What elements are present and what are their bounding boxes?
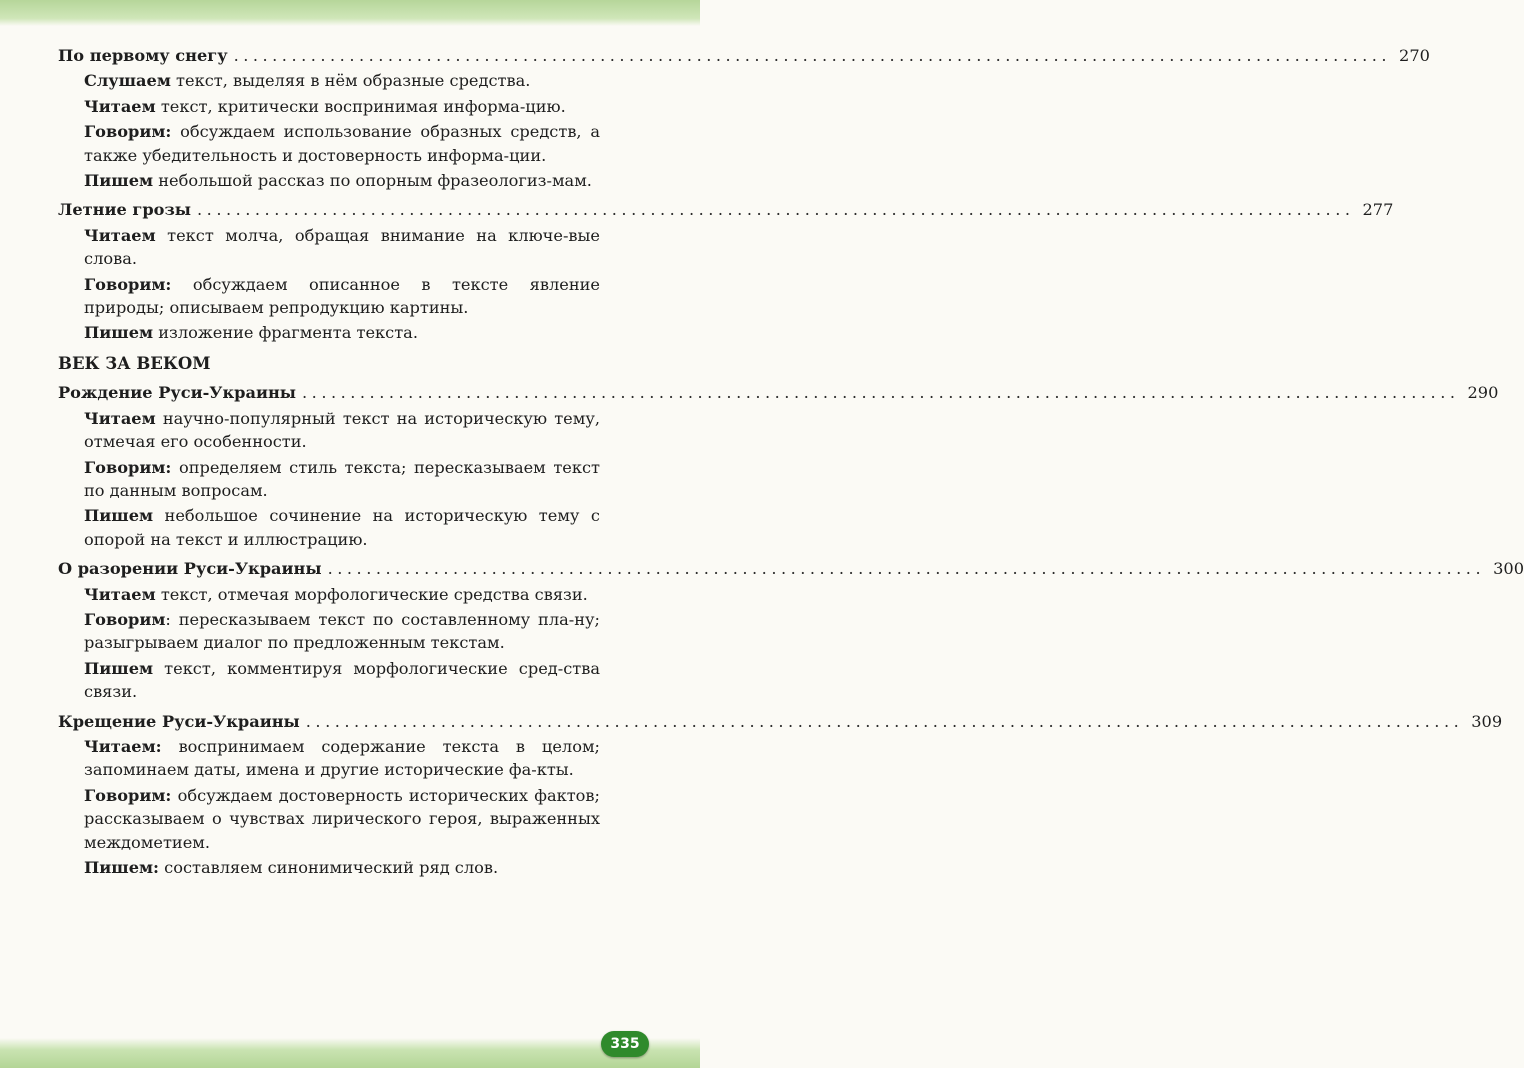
activity-verb: Пишем xyxy=(84,658,154,678)
activity-verb: Пишем xyxy=(84,171,154,191)
toc-entry-page: 270 xyxy=(1399,46,1430,65)
activity-text: обсуждаем использование образных средств, а также убедительность и достоверность информа-ции. xyxy=(84,122,600,165)
activity-text: текст, комментируя морфологические сред-ства связи. xyxy=(84,658,600,702)
table-of-contents xyxy=(58,44,1524,879)
top-decorative-band xyxy=(0,0,700,26)
activity-description xyxy=(84,784,600,854)
dot-leader: ........................................................................................................................ xyxy=(197,200,1355,220)
toc-entry[interactable] xyxy=(58,381,1499,404)
activity-text: определяем стиль текста; пересказываем текст по данным вопросам. xyxy=(84,457,600,500)
activity-description xyxy=(84,69,600,92)
activity-description xyxy=(84,224,600,271)
activity-verb: Читаем xyxy=(84,225,156,245)
activity-verb: Говорим: xyxy=(84,785,172,805)
activity-verb: Говорим: xyxy=(84,122,172,142)
activity-description xyxy=(84,456,600,503)
activity-verb: Читаем xyxy=(84,96,156,116)
dot-leader: ........................................................................................................................ xyxy=(302,383,1460,403)
activity-text: текст, критически воспринимая информа-цию. xyxy=(155,96,566,116)
activity-description xyxy=(84,95,600,118)
activity-text: : пересказываем текст по составленному пла-ну; разыгрываем диалог по предложенным текстам. xyxy=(84,609,600,653)
toc-entry[interactable] xyxy=(58,198,1394,221)
activity-text: составляем синонимический ряд слов. xyxy=(159,858,499,877)
activity-description xyxy=(84,120,600,167)
activity-verb: Пишем xyxy=(84,323,154,343)
bottom-decorative-band xyxy=(0,1038,700,1068)
activity-verb: Читаем: xyxy=(84,736,162,756)
activity-verb: Говорим xyxy=(84,609,166,629)
activity-description xyxy=(84,321,600,344)
toc-entry-page: 277 xyxy=(1362,200,1394,220)
toc-entry[interactable] xyxy=(58,557,1524,580)
activity-verb: Говорим: xyxy=(84,274,172,294)
dot-leader: ........................................................................................................................ xyxy=(233,46,1392,65)
dot-leader: ........................................................................................................................ xyxy=(305,711,1464,731)
activity-description xyxy=(84,735,600,782)
toc-entry-title: Рождение Руси-Украины xyxy=(58,383,297,403)
activity-text: обсуждаем описанное в тексте явление природы; описываем репродукцию картины. xyxy=(84,274,600,318)
dot-leader: ........................................................................................................................ xyxy=(327,559,1486,579)
activity-text: небольшой рассказ по опорным фразеологиз-мам. xyxy=(153,171,592,191)
activity-text: научно-популярный текст на историческую тему, отмечая его особенности. xyxy=(84,408,600,452)
activity-verb: Пишем xyxy=(84,506,154,526)
toc-entry-title: О разорении Руси-Украины xyxy=(58,559,322,579)
toc-entry-page: 290 xyxy=(1467,383,1499,403)
activity-text: текст молча, обращая внимание на ключе-вые слова. xyxy=(84,225,600,269)
activity-text: небольшое сочинение на историческую тему с опорой на текст и иллюстрацию. xyxy=(84,506,600,549)
activity-description xyxy=(84,608,600,655)
activity-verb: Читаем xyxy=(84,584,156,604)
activity-text: воспринимаем содержание текста в целом; запоминаем даты, имена и другие исторические фа-кты. xyxy=(84,736,600,780)
page-number-badge: 335 xyxy=(601,1031,649,1057)
activity-text: изложение фрагмента текста. xyxy=(153,323,418,343)
toc-entry[interactable] xyxy=(58,710,1503,733)
activity-verb: Читаем xyxy=(84,408,156,428)
activity-description xyxy=(84,273,600,320)
activity-description xyxy=(84,856,600,879)
activity-verb: Слушаем xyxy=(84,71,171,91)
activity-text: текст, отмечая морфологические средства связи. xyxy=(155,584,588,604)
activity-description xyxy=(84,504,600,551)
toc-entry-title: По первому снегу xyxy=(58,46,228,65)
activity-description xyxy=(84,407,600,454)
activity-text: текст, выделяя в нём образные средства. xyxy=(170,71,531,91)
toc-entry[interactable] xyxy=(58,44,1430,67)
section-heading: ВЕК ЗА ВЕКОМ xyxy=(58,353,211,373)
toc-entry-title: Летние грозы xyxy=(58,200,192,220)
toc-entry-page: 309 xyxy=(1471,711,1503,731)
activity-description xyxy=(84,169,600,192)
activity-verb: Пишем: xyxy=(84,858,160,877)
activity-description xyxy=(84,657,600,704)
activity-text: обсуждаем достоверность исторических фактов; рассказываем о чувствах лирического героя, выраженных междометием. xyxy=(84,785,600,852)
activity-verb: Говорим: xyxy=(84,457,172,477)
toc-entry-page: 300 xyxy=(1493,559,1524,579)
activity-description xyxy=(84,583,600,606)
toc-entry-title: Крещение Руси-Украины xyxy=(58,711,300,731)
